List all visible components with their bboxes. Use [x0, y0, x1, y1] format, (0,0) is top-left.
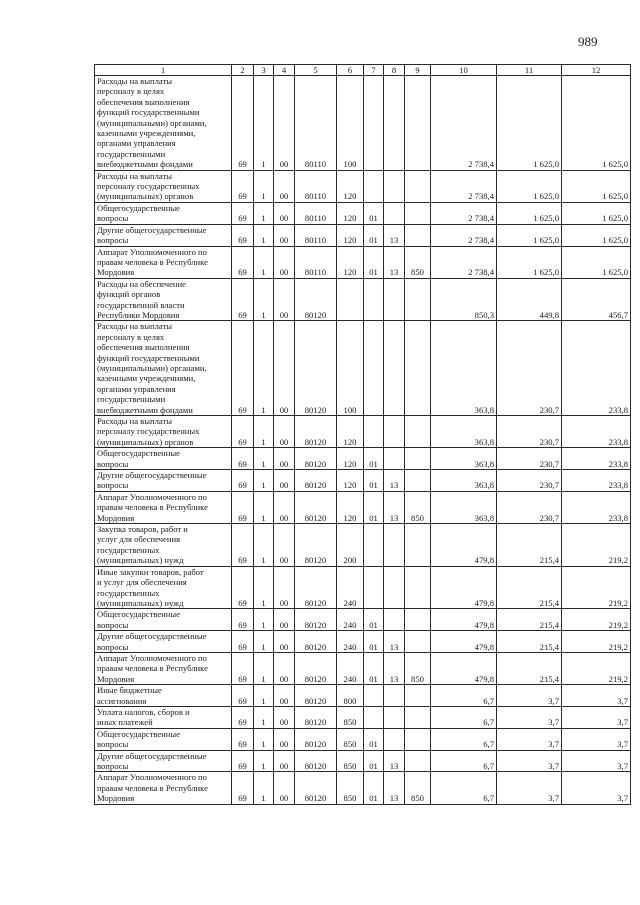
amount-year3-cell: 1 625,0 — [562, 224, 631, 246]
subsection-code-cell: 00 — [274, 772, 295, 804]
subsection-code-cell: 00 — [274, 76, 295, 171]
column-header: 1 — [95, 65, 232, 76]
row-name-cell: Другие общегосударственные вопросы — [95, 631, 232, 653]
amount-year2-cell: 230,7 — [497, 416, 562, 448]
grbs-code-cell: 69 — [232, 750, 254, 772]
amount-year3-cell: 3,7 — [562, 772, 631, 804]
grbs-code-cell: 69 — [232, 491, 254, 523]
grbs-cell — [405, 750, 431, 772]
subsection-code-cell: 00 — [274, 416, 295, 448]
subsection-cell — [384, 448, 405, 470]
grbs-code-cell: 69 — [232, 609, 254, 631]
grbs-cell — [405, 706, 431, 728]
amount-year1-cell: 363,8 — [431, 416, 497, 448]
amount-year1-cell: 6,7 — [431, 750, 497, 772]
grbs-cell — [405, 631, 431, 653]
column-header: 11 — [497, 65, 562, 76]
target-article-cell: 80120 — [295, 728, 337, 750]
amount-year1-cell: 2 738,4 — [431, 246, 497, 278]
amount-year1-cell: 479,8 — [431, 524, 497, 567]
section-cell — [364, 278, 384, 321]
amount-year2-cell: 449,8 — [497, 278, 562, 321]
amount-year3-cell: 3,7 — [562, 706, 631, 728]
amount-year1-cell: 479,8 — [431, 609, 497, 631]
table-body — [95, 76, 631, 805]
subsection-cell — [384, 278, 405, 321]
subsection-cell — [384, 76, 405, 171]
subsection-code-cell: 00 — [274, 706, 295, 728]
row-name-cell: Иные бюджетные ассигнования — [95, 685, 232, 707]
section-cell: 01 — [364, 652, 384, 684]
target-article-cell: 80110 — [295, 224, 337, 246]
subsection-code-cell: 00 — [274, 566, 295, 609]
section-cell — [364, 321, 384, 416]
table-row — [95, 524, 631, 567]
grbs-cell: 850 — [405, 772, 431, 804]
grbs-cell — [405, 728, 431, 750]
amount-year3-cell: 233,8 — [562, 416, 631, 448]
subsection-code-cell: 00 — [274, 448, 295, 470]
grbs-code-cell: 69 — [232, 685, 254, 707]
section-code-cell: 1 — [254, 524, 274, 567]
amount-year2-cell: 215,4 — [497, 652, 562, 684]
section-cell — [364, 524, 384, 567]
row-name-cell: Аппарат Уполномоченного по правам человека в Республике Мордовия — [95, 652, 232, 684]
column-header: 2 — [232, 65, 254, 76]
section-cell: 01 — [364, 224, 384, 246]
amount-year2-cell: 3,7 — [497, 750, 562, 772]
table-row — [95, 685, 631, 707]
grbs-code-cell: 69 — [232, 76, 254, 171]
section-code-cell: 1 — [254, 170, 274, 202]
amount-year1-cell: 479,8 — [431, 566, 497, 609]
subsection-cell: 13 — [384, 224, 405, 246]
subsection-code-cell: 00 — [274, 491, 295, 523]
subsection-cell — [384, 706, 405, 728]
subsection-cell — [384, 524, 405, 567]
section-code-cell: 1 — [254, 202, 274, 224]
subsection-code-cell: 00 — [274, 170, 295, 202]
table-row — [95, 728, 631, 750]
section-cell: 01 — [364, 728, 384, 750]
row-name-cell: Общегосударственные вопросы — [95, 609, 232, 631]
section-code-cell: 1 — [254, 706, 274, 728]
section-code-cell: 1 — [254, 631, 274, 653]
grbs-cell — [405, 224, 431, 246]
subsection-cell: 13 — [384, 750, 405, 772]
amount-year3-cell: 219,2 — [562, 566, 631, 609]
amount-year3-cell: 1 625,0 — [562, 170, 631, 202]
section-code-cell: 1 — [254, 772, 274, 804]
subsection-cell: 13 — [384, 491, 405, 523]
amount-year1-cell: 6,7 — [431, 706, 497, 728]
grbs-code-cell: 69 — [232, 728, 254, 750]
amount-year3-cell: 456,7 — [562, 278, 631, 321]
grbs-code-cell: 69 — [232, 202, 254, 224]
target-article-cell: 80120 — [295, 631, 337, 653]
grbs-cell: 850 — [405, 246, 431, 278]
section-cell: 01 — [364, 609, 384, 631]
grbs-cell — [405, 448, 431, 470]
table-row — [95, 448, 631, 470]
row-name-cell: Расходы на выплаты персоналу государственных (муниципальных) органов — [95, 416, 232, 448]
row-name-cell: Аппарат Уполномоченного по правам человека в Республике Мордовия — [95, 246, 232, 278]
expense-type-cell: 100 — [337, 321, 364, 416]
amount-year1-cell: 6,7 — [431, 728, 497, 750]
subsection-code-cell: 00 — [274, 750, 295, 772]
amount-year3-cell: 233,8 — [562, 470, 631, 492]
grbs-cell — [405, 470, 431, 492]
target-article-cell: 80120 — [295, 448, 337, 470]
column-header: 12 — [562, 65, 631, 76]
target-article-cell: 80120 — [295, 609, 337, 631]
subsection-cell: 13 — [384, 631, 405, 653]
amount-year2-cell: 230,7 — [497, 470, 562, 492]
target-article-cell: 80120 — [295, 278, 337, 321]
table-row — [95, 566, 631, 609]
row-name-cell: Общегосударственные вопросы — [95, 448, 232, 470]
amount-year2-cell: 215,4 — [497, 631, 562, 653]
column-header: 8 — [384, 65, 405, 76]
table-row — [95, 416, 631, 448]
grbs-code-cell: 69 — [232, 278, 254, 321]
section-cell — [364, 706, 384, 728]
grbs-code-cell: 69 — [232, 170, 254, 202]
expense-type-cell: 120 — [337, 448, 364, 470]
section-code-cell: 1 — [254, 609, 274, 631]
expense-type-cell: 100 — [337, 76, 364, 171]
expense-type-cell: 200 — [337, 524, 364, 567]
target-article-cell: 80120 — [295, 772, 337, 804]
grbs-cell — [405, 609, 431, 631]
expense-type-cell: 120 — [337, 416, 364, 448]
row-name-cell: Общегосударственные вопросы — [95, 728, 232, 750]
table-row — [95, 609, 631, 631]
section-code-cell: 1 — [254, 685, 274, 707]
grbs-cell: 850 — [405, 491, 431, 523]
amount-year1-cell: 6,7 — [431, 772, 497, 804]
target-article-cell: 80120 — [295, 706, 337, 728]
grbs-code-cell: 69 — [232, 706, 254, 728]
column-header: 9 — [405, 65, 431, 76]
target-article-cell: 80110 — [295, 246, 337, 278]
expense-type-cell: 120 — [337, 246, 364, 278]
subsection-code-cell: 00 — [274, 685, 295, 707]
amount-year3-cell: 219,2 — [562, 524, 631, 567]
amount-year2-cell: 215,4 — [497, 566, 562, 609]
column-header: 6 — [337, 65, 364, 76]
expense-type-cell: 240 — [337, 652, 364, 684]
amount-year3-cell: 233,8 — [562, 321, 631, 416]
column-header: 3 — [254, 65, 274, 76]
table-row — [95, 202, 631, 224]
subsection-code-cell: 00 — [274, 278, 295, 321]
amount-year3-cell: 219,2 — [562, 652, 631, 684]
subsection-cell: 13 — [384, 772, 405, 804]
page-number: 989 — [578, 34, 598, 49]
section-cell: 01 — [364, 631, 384, 653]
grbs-code-cell: 69 — [232, 631, 254, 653]
target-article-cell: 80120 — [295, 524, 337, 567]
row-name-cell: Другие общегосударственные вопросы — [95, 750, 232, 772]
subsection-cell — [384, 728, 405, 750]
subsection-code-cell: 00 — [274, 470, 295, 492]
table-row — [95, 170, 631, 202]
column-header: 5 — [295, 65, 337, 76]
table-row — [95, 278, 631, 321]
grbs-code-cell: 69 — [232, 416, 254, 448]
grbs-cell — [405, 202, 431, 224]
expense-type-cell: 850 — [337, 772, 364, 804]
row-name-cell: Аппарат Уполномоченного по правам человека в Республике Мордовия — [95, 491, 232, 523]
grbs-code-cell: 69 — [232, 224, 254, 246]
section-code-cell: 1 — [254, 470, 274, 492]
grbs-cell — [405, 685, 431, 707]
subsection-cell: 13 — [384, 470, 405, 492]
table-row — [95, 491, 631, 523]
section-code-cell: 1 — [254, 566, 274, 609]
amount-year1-cell: 363,8 — [431, 470, 497, 492]
expense-type-cell: 850 — [337, 728, 364, 750]
amount-year2-cell: 230,7 — [497, 491, 562, 523]
table-row — [95, 76, 631, 171]
amount-year3-cell: 233,8 — [562, 491, 631, 523]
target-article-cell: 80120 — [295, 321, 337, 416]
row-name-cell: Закупка товаров, работ и услуг для обеспечения государственных (муниципальных) нужд — [95, 524, 232, 567]
amount-year3-cell: 219,2 — [562, 609, 631, 631]
subsection-cell — [384, 170, 405, 202]
amount-year1-cell: 2 738,4 — [431, 76, 497, 171]
amount-year2-cell: 3,7 — [497, 772, 562, 804]
grbs-cell — [405, 566, 431, 609]
amount-year2-cell: 1 625,0 — [497, 246, 562, 278]
target-article-cell: 80110 — [295, 170, 337, 202]
amount-year2-cell: 3,7 — [497, 728, 562, 750]
grbs-code-cell: 69 — [232, 246, 254, 278]
subsection-code-cell: 00 — [274, 652, 295, 684]
section-code-cell: 1 — [254, 76, 274, 171]
grbs-code-cell: 69 — [232, 470, 254, 492]
amount-year3-cell: 219,2 — [562, 631, 631, 653]
amount-year1-cell: 2 738,4 — [431, 170, 497, 202]
expense-type-cell: 120 — [337, 470, 364, 492]
amount-year3-cell: 233,8 — [562, 448, 631, 470]
subsection-code-cell: 00 — [274, 202, 295, 224]
subsection-code-cell: 00 — [274, 609, 295, 631]
subsection-cell — [384, 416, 405, 448]
target-article-cell: 80120 — [295, 652, 337, 684]
grbs-cell — [405, 524, 431, 567]
amount-year3-cell: 3,7 — [562, 728, 631, 750]
expense-type-cell: 240 — [337, 631, 364, 653]
subsection-cell — [384, 685, 405, 707]
row-name-cell: Расходы на обеспечение функций органов государственной власти Республики Мордовия — [95, 278, 232, 321]
grbs-code-cell: 69 — [232, 524, 254, 567]
amount-year1-cell: 363,8 — [431, 491, 497, 523]
amount-year1-cell: 850,3 — [431, 278, 497, 321]
table-row — [95, 224, 631, 246]
section-code-cell: 1 — [254, 448, 274, 470]
amount-year1-cell: 479,8 — [431, 631, 497, 653]
section-cell: 01 — [364, 448, 384, 470]
grbs-cell — [405, 416, 431, 448]
table-row — [95, 772, 631, 804]
expense-type-cell: 800 — [337, 685, 364, 707]
row-name-cell: Расходы на выплаты персоналу в целях обеспечения выполнения функций государственными (муниципальными) органами, казенными учреждениями, органами управления государственными внебюджетными фондами — [95, 321, 232, 416]
row-name-cell: Расходы на выплаты персоналу государственных (муниципальных) органов — [95, 170, 232, 202]
amount-year2-cell: 1 625,0 — [497, 76, 562, 171]
grbs-cell: 850 — [405, 652, 431, 684]
section-code-cell: 1 — [254, 728, 274, 750]
target-article-cell: 80110 — [295, 76, 337, 171]
table-row — [95, 321, 631, 416]
subsection-cell — [384, 566, 405, 609]
expense-type-cell — [337, 278, 364, 321]
grbs-code-cell: 69 — [232, 448, 254, 470]
row-name-cell: Аппарат Уполномоченного по правам человека в Республике Мордовия — [95, 772, 232, 804]
amount-year2-cell: 1 625,0 — [497, 170, 562, 202]
expense-type-cell: 120 — [337, 224, 364, 246]
amount-year3-cell: 1 625,0 — [562, 202, 631, 224]
grbs-cell — [405, 170, 431, 202]
target-article-cell: 80120 — [295, 416, 337, 448]
target-article-cell: 80110 — [295, 202, 337, 224]
amount-year1-cell: 363,8 — [431, 448, 497, 470]
section-cell: 01 — [364, 491, 384, 523]
table-header-row — [95, 65, 631, 76]
row-name-cell: Другие общегосударственные вопросы — [95, 224, 232, 246]
amount-year2-cell: 3,7 — [497, 685, 562, 707]
subsection-cell — [384, 202, 405, 224]
subsection-cell — [384, 321, 405, 416]
section-cell: 01 — [364, 246, 384, 278]
expense-type-cell: 120 — [337, 491, 364, 523]
grbs-code-cell: 69 — [232, 652, 254, 684]
section-cell — [364, 685, 384, 707]
expense-type-cell: 120 — [337, 202, 364, 224]
subsection-cell: 13 — [384, 652, 405, 684]
budget-table — [94, 64, 631, 805]
column-header: 4 — [274, 65, 295, 76]
section-cell — [364, 170, 384, 202]
target-article-cell: 80120 — [295, 470, 337, 492]
amount-year3-cell: 3,7 — [562, 685, 631, 707]
grbs-cell — [405, 278, 431, 321]
grbs-code-cell: 69 — [232, 566, 254, 609]
grbs-cell — [405, 76, 431, 171]
amount-year1-cell: 2 738,4 — [431, 202, 497, 224]
section-cell: 01 — [364, 772, 384, 804]
amount-year2-cell: 215,4 — [497, 609, 562, 631]
row-name-cell: Иные закупки товаров, работ и услуг для обеспечения государственных (муниципальных) нужд — [95, 566, 232, 609]
target-article-cell: 80120 — [295, 685, 337, 707]
grbs-code-cell: 69 — [232, 772, 254, 804]
section-cell: 01 — [364, 750, 384, 772]
section-code-cell: 1 — [254, 750, 274, 772]
table-row — [95, 750, 631, 772]
amount-year1-cell: 2 738,4 — [431, 224, 497, 246]
subsection-cell — [384, 609, 405, 631]
section-code-cell: 1 — [254, 246, 274, 278]
subsection-code-cell: 00 — [274, 224, 295, 246]
grbs-cell — [405, 321, 431, 416]
subsection-code-cell: 00 — [274, 246, 295, 278]
amount-year1-cell: 479,8 — [431, 652, 497, 684]
amount-year3-cell: 1 625,0 — [562, 246, 631, 278]
expense-type-cell: 240 — [337, 566, 364, 609]
target-article-cell: 80120 — [295, 566, 337, 609]
row-name-cell: Расходы на выплаты персоналу в целях обеспечения выполнения функций государственными (муниципальными) органами, казенными учреждениями, органами управления государственными внебюджетными фондами — [95, 76, 232, 171]
amount-year1-cell: 6,7 — [431, 685, 497, 707]
section-code-cell: 1 — [254, 224, 274, 246]
amount-year3-cell: 1 625,0 — [562, 76, 631, 171]
section-cell: 01 — [364, 202, 384, 224]
amount-year2-cell: 230,7 — [497, 448, 562, 470]
subsection-code-cell: 00 — [274, 631, 295, 653]
subsection-code-cell: 00 — [274, 728, 295, 750]
expense-type-cell: 850 — [337, 750, 364, 772]
column-header: 7 — [364, 65, 384, 76]
amount-year3-cell: 3,7 — [562, 750, 631, 772]
amount-year1-cell: 363,8 — [431, 321, 497, 416]
column-header: 10 — [431, 65, 497, 76]
row-name-cell: Уплата налогов, сборов и иных платежей — [95, 706, 232, 728]
expense-type-cell: 120 — [337, 170, 364, 202]
table-row — [95, 631, 631, 653]
section-cell: 01 — [364, 470, 384, 492]
table-row — [95, 652, 631, 684]
target-article-cell: 80120 — [295, 750, 337, 772]
target-article-cell: 80120 — [295, 491, 337, 523]
section-code-cell: 1 — [254, 491, 274, 523]
table-row — [95, 246, 631, 278]
section-code-cell: 1 — [254, 416, 274, 448]
amount-year2-cell: 215,4 — [497, 524, 562, 567]
section-cell — [364, 416, 384, 448]
amount-year2-cell: 230,7 — [497, 321, 562, 416]
amount-year2-cell: 3,7 — [497, 706, 562, 728]
expense-type-cell: 240 — [337, 609, 364, 631]
subsection-cell: 13 — [384, 246, 405, 278]
section-cell — [364, 566, 384, 609]
row-name-cell: Общегосударственные вопросы — [95, 202, 232, 224]
section-code-cell: 1 — [254, 321, 274, 416]
section-code-cell: 1 — [254, 278, 274, 321]
section-code-cell: 1 — [254, 652, 274, 684]
subsection-code-cell: 00 — [274, 524, 295, 567]
table-row — [95, 706, 631, 728]
amount-year2-cell: 1 625,0 — [497, 202, 562, 224]
table-row — [95, 470, 631, 492]
section-cell — [364, 76, 384, 171]
row-name-cell: Другие общегосударственные вопросы — [95, 470, 232, 492]
expense-type-cell: 850 — [337, 706, 364, 728]
amount-year2-cell: 1 625,0 — [497, 224, 562, 246]
grbs-code-cell: 69 — [232, 321, 254, 416]
subsection-code-cell: 00 — [274, 321, 295, 416]
